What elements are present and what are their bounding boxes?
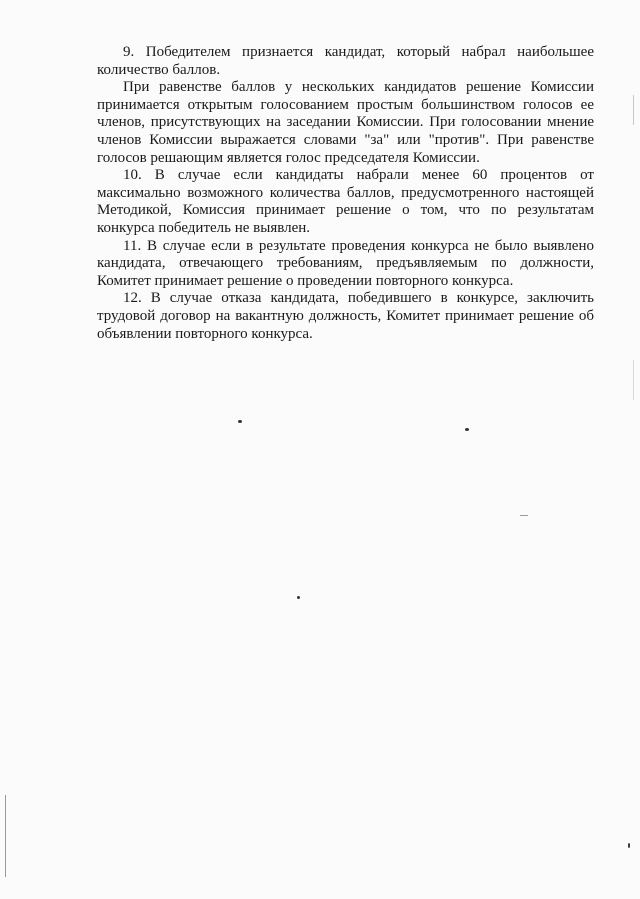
scan-speck bbox=[297, 596, 300, 599]
paragraph-item-11: 11. В случае если в результате проведения конкурса не было выявлено кандидата, отвечающего требованиям, предъявляемым по должности, Комитет принимает решение о проведении повторного конкурса. bbox=[97, 237, 594, 289]
scan-speck bbox=[238, 420, 242, 423]
scan-right-edge-line bbox=[633, 360, 634, 400]
scan-speck bbox=[465, 428, 469, 431]
paragraph-item-10: 10. В случае если кандидаты набрали менее 60 процентов от максимально возможного количества баллов, предусмотренного настоящей Методикой, Комиссия принимает решение о том, что по результатам конкурса победитель не выявлен. bbox=[97, 167, 594, 236]
scan-dash bbox=[520, 515, 528, 516]
document-body bbox=[97, 44, 594, 343]
paragraph-item-12: 12. В случае отказа кандидата, победившего в конкурсе, заключить трудовой договор на вакантную должность, Комитет принимает решение об объявлении повторного конкурса. bbox=[97, 290, 594, 342]
scan-right-edge-line bbox=[633, 95, 634, 125]
paragraph-item-9: 9. Победителем признается кандидат, который набрал наибольшее количество баллов. bbox=[97, 44, 594, 78]
scan-speck bbox=[628, 843, 630, 848]
scan-left-edge-line bbox=[5, 795, 6, 877]
paragraph-tie-rule: При равенстве баллов у нескольких кандидатов решение Комиссии принимается открытым голосованием простым большинством голосов ее членов, присутствующих на заседании Комиссии. При голосовании мнение членов Комиссии выражается словами "за" или "против". При равенстве голосов решающим является голос председателя Комиссии. bbox=[97, 79, 594, 166]
